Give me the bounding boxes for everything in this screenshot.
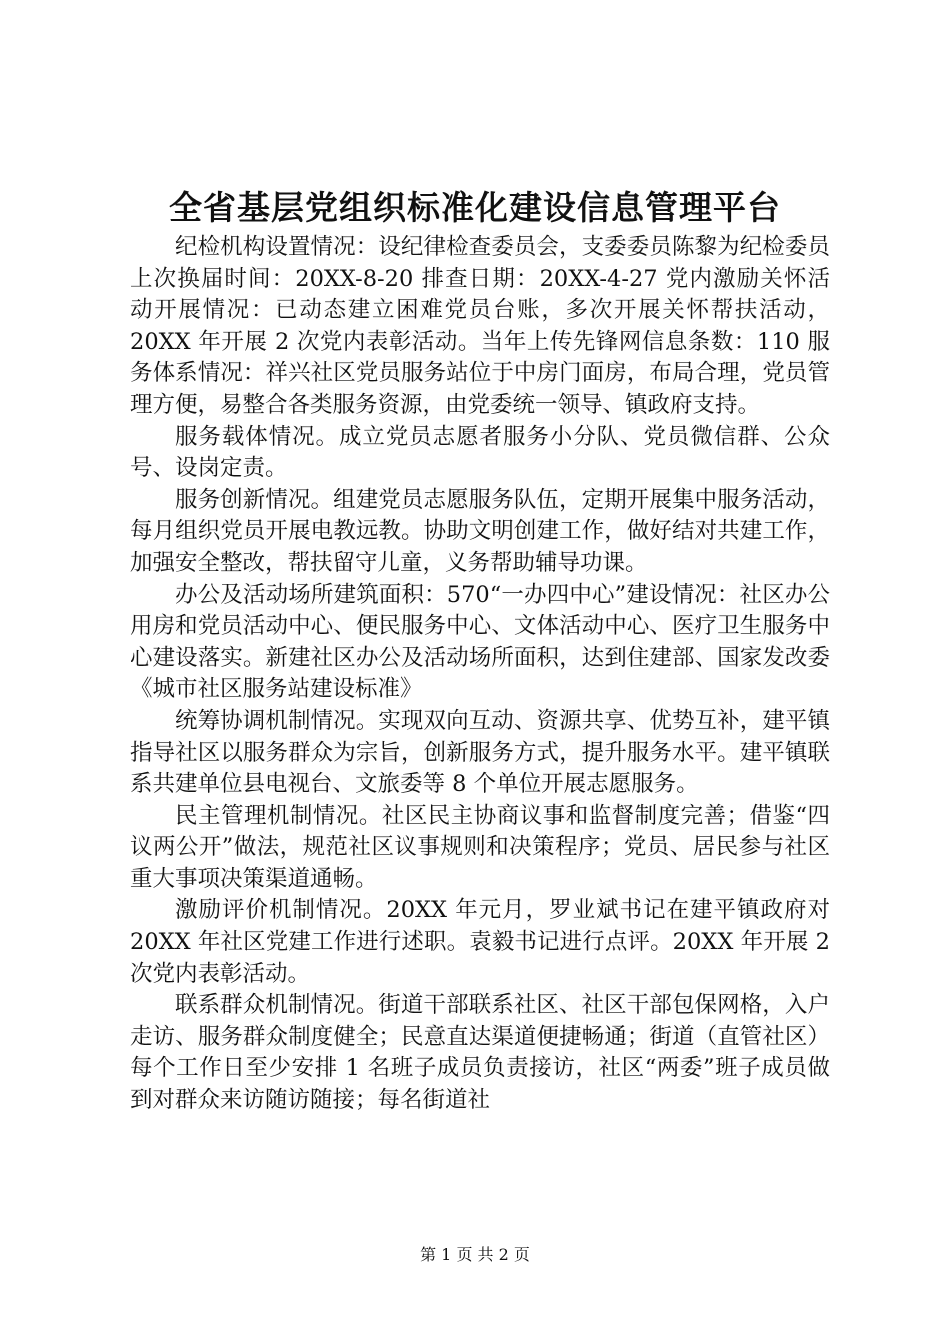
paragraph-democratic-management: 民主管理机制情况。社区民主协商议事和监督制度完善；借鉴“四议两公开”做法，规范社区议事规则和决策程序；党员、居民参与社区重大事项决策渠道通畅。 xyxy=(130,802,830,892)
document-title: 全省基层党组织标准化建设信息管理平台 xyxy=(169,188,781,227)
paragraph-service-innovation: 服务创新情况。组建党员志愿服务队伍，定期开展集中服务活动，每月组织党员开展电教远教。协助文明创建工作，做好结对共建工作，加强安全整改，帮扶留守儿童，义务帮助辅导功课。 xyxy=(130,486,830,576)
paragraph-mass-contact: 联系群众机制情况。街道干部联系社区、社区干部包保网格，入户走访、服务群众制度健全；民意直达渠道便捷畅通；街道（直管社区）每个工作日至少安排 1 名班子成员负责接访，社区“两委”班子成员做到对群众来访随访随接；每名街道社 xyxy=(130,992,830,1114)
document-body xyxy=(130,232,830,1117)
paragraph-coordination-mechanism: 统筹协调机制情况。实现双向互动、资源共享、优势互补，建平镇指导社区以服务群众为宗旨，创新服务方式，提升服务水平。建平镇联系共建单位县电视台、文旅委等 8 个单位开展志愿服务。 xyxy=(130,707,830,798)
paragraph-office-area: 办公及活动场所建筑面积：570“一办四中心”建设情况：社区办公用房和党员活动中心、便民服务中心、文体活动中心、医疗卫生服务中心建设落实。新建社区办公及活动场所面积，达到住建部、国家发改委《城市社区服务站建设标准》 xyxy=(130,581,830,703)
paragraph-discipline-inspection: 纪检机构设置情况：设纪律检查委员会，支委委员陈黎为纪检委员上次换届时间：20XX-8-20 排查日期：20XX-4-27 党内激励关怀活动开展情况：已动态建立困难党员台账，多次开展关怀帮扶活动，20XX 年开展 2 次党内表彰活动。当年上传先锋网信息条数：110 服务体系情况：祥兴社区党员服务站位于中房门面房，布局合理，党员管理方便，易整合各类服务资源，由党委统一领导、镇政府支持。 xyxy=(130,234,830,418)
page-number-footer: 第 1 页 共 2 页 xyxy=(420,1245,530,1264)
paragraph-incentive-evaluation: 激励评价机制情况。20XX 年元月，罗业斌书记在建平镇政府对 20XX 年社区党建工作进行述职。袁毅书记进行点评。20XX 年开展 2 次党内表彰活动。 xyxy=(130,897,830,987)
paragraph-service-carrier: 服务载体情况。成立党员志愿者服务小分队、党员微信群、公众号、设岗定责。 xyxy=(130,423,830,482)
